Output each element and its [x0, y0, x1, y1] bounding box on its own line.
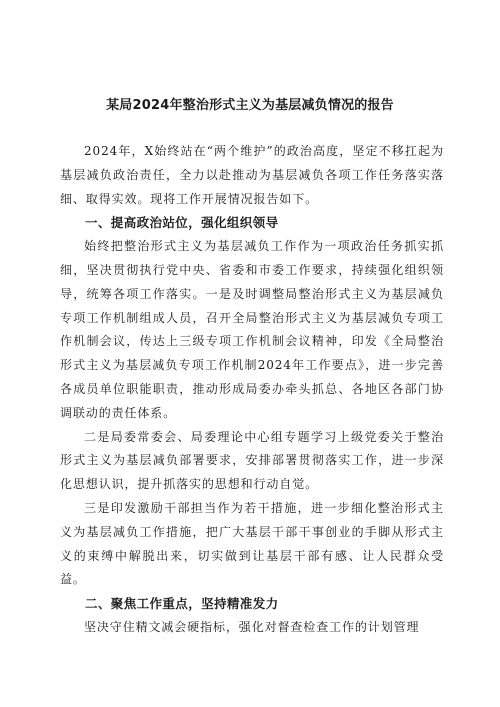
section-1-paragraph-2: 二是局委常委会、局委理论中心组专题学习上级党委关于整治形式主义为基层减负部署要求，安排部署贯彻落实工作，进一步深化思想认识，提升抓落实的思想和行动自觉。: [60, 429, 444, 492]
section-heading-1: 一、提高政治站位，强化组织领导: [85, 215, 279, 231]
intro-paragraph: 2024年，X始终站在“两个维护”的政治高度，坚定不移扛起为基层减负政治责任，全力以赴推动为基层减负各项工作任务落实落细、取得实效。现将工作开展情况报告如下。: [60, 144, 444, 206]
section-1-paragraph-3: 三是印发激励干部担当作为若干措施，进一步细化整治形式主义为基层减负工作措施，把广大基层干部干事创业的手脚从形式主义的束缚中解脱出来，切实做到让基层干部有感、让人民群众受益。: [60, 500, 444, 587]
section-2-paragraph-1: 坚决守住精文减会硬指标，强化对督查检查工作的计划管理: [84, 619, 420, 634]
document-body: [60, 140, 444, 640]
section-heading-2: 二、聚焦工作重点，坚持精准发力: [85, 596, 279, 612]
section-1-paragraph-1: 始终把整治形式主义为基层减负工作作为一项政治任务抓实抓细，坚决贯彻执行党中央、省委和市委工作要求，持续强化组织领导，统筹各项工作落实。一是及时调整局整治形式主义为基层减负专项工作机制组成人员，召开全局整治形式主义为基层减负专项工作机制会议，传达上三级专项工作机制会议精神，印发《全局整治形式主义为基层减负专项工作机制2024年工作要点》，进一步完善各成员单位职能职责，推动形成局委办牵头抓总、各地区各部门协调联动的责任体系。: [60, 239, 444, 420]
document-title: 某局2024年整治形式主义为基层减负情况的报告: [106, 98, 394, 113]
